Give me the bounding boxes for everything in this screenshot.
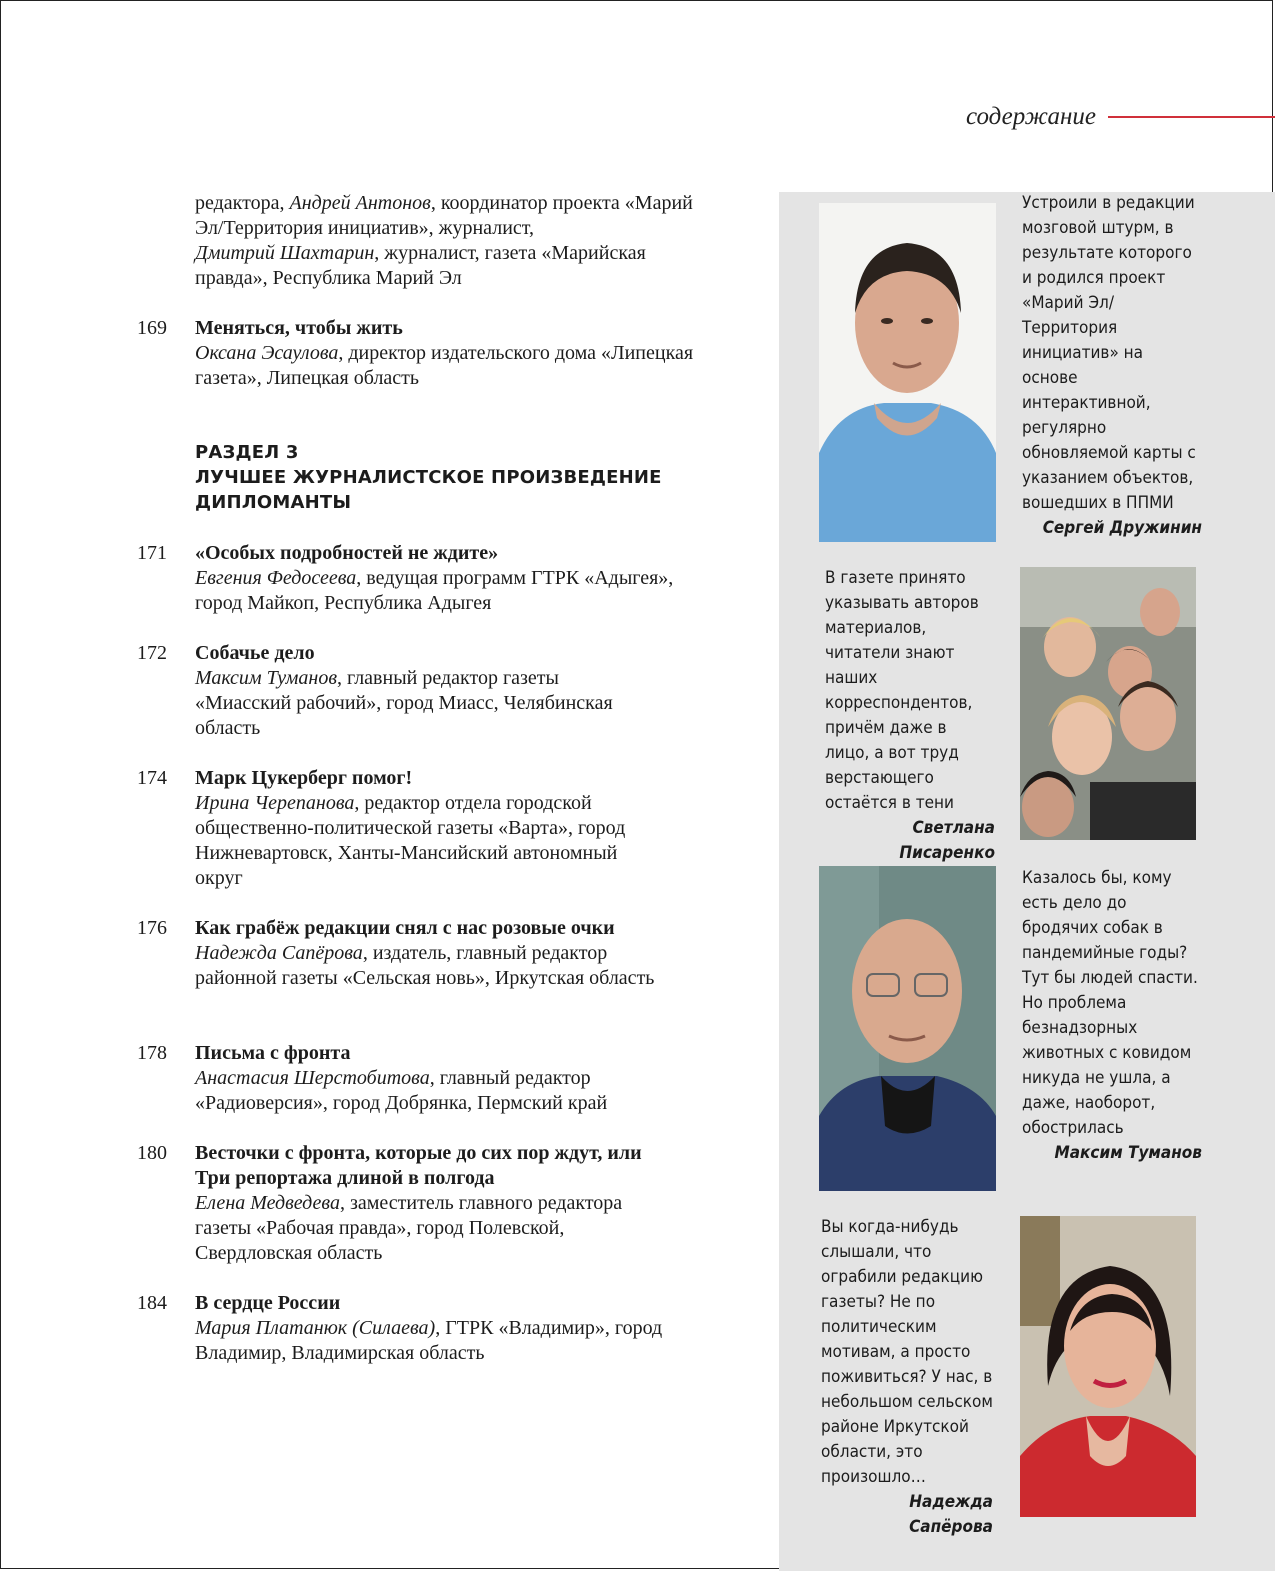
toc-entry[interactable] xyxy=(137,1141,697,1266)
quote-block xyxy=(821,1215,993,1540)
continuation-text: редактора, xyxy=(195,192,290,214)
header-rule xyxy=(1108,116,1275,118)
page-number: 184 xyxy=(137,1292,167,1314)
quote-text: Устроили в редакции мозговой штурм, в результате которого и родился проект «Марий Эл/Территория инициатив» на основе интерактивной, регулярно обновляемой карты с указанием объектов, вошедших в ППМИ xyxy=(1022,193,1196,513)
section-title: ЛУЧШЕЕ ЖУРНАЛИСТСКОЕ ПРОИЗВЕДЕНИЕ xyxy=(195,467,662,488)
author-name: Мария Платанюк (Силаева) xyxy=(195,1317,436,1339)
toc-entry[interactable] xyxy=(137,1041,697,1116)
portrait-photo-saperova xyxy=(1020,1216,1196,1517)
author-description: , заместитель главного редактора газеты «Рабочая правда», город Полевской, Свердловская область xyxy=(195,1192,623,1264)
quote-signature: Максим Туманов xyxy=(1054,1143,1202,1163)
quote-text: Вы когда-нибудь слышали, что ограбили редакцию газеты? Не по политическим мотивам, а просто поживиться? У нас, в небольшом сельском районе Иркутской области, это произошло… xyxy=(821,1217,993,1487)
toc-entry[interactable] xyxy=(137,766,697,891)
quote-signature: Сергей Дружинин xyxy=(1042,518,1202,538)
quote-block xyxy=(825,566,995,866)
toc-entry[interactable] xyxy=(137,1291,697,1366)
author-name: Оксана Эсаулова xyxy=(195,342,339,364)
entry-title: Как грабёж редакции снял с нас розовые очки xyxy=(195,917,615,939)
toc-continuation xyxy=(137,191,697,291)
quote-signature: Надежда Сапёрова xyxy=(909,1492,993,1537)
author-name: Дмитрий Шахтарин xyxy=(195,242,375,264)
entry-title: Марк Цукерберг помог! xyxy=(195,767,413,789)
section-subtitle: ДИПЛОМАНТЫ xyxy=(195,492,352,513)
portrait-photo-druzhinin xyxy=(819,203,996,542)
author-description: , директор издательского дома «Липецкая газета», Липецкая область xyxy=(195,342,694,389)
continuation-text: , журналист, газета «Марийская правда», Республика Марий Эл xyxy=(195,242,646,289)
quote-block xyxy=(1022,191,1202,541)
entry-title: Меняться, чтобы жить xyxy=(195,317,403,339)
quote-text: В газете принято указывать авторов материалов, читатели знают наших корреспондентов, причём даже в лицо, а вот труд верстающего остаётся в тени xyxy=(825,568,979,813)
author-name: Анастасия Шерстобитова xyxy=(195,1067,430,1089)
portrait-photo-tumanov xyxy=(819,866,996,1191)
toc-entry[interactable] xyxy=(137,541,697,616)
author-name: Максим Туманов xyxy=(195,667,338,689)
group-selfie-photo xyxy=(1020,567,1196,840)
author-name: Надежда Сапёрова xyxy=(195,942,363,964)
page-number: 171 xyxy=(137,542,167,564)
author-description: , редактор отдела городской общественно-политической газеты «Варта», город Нижневартовск, Ханты-Мансийский автономный округ xyxy=(195,792,626,889)
author-name: Андрей Антонов xyxy=(289,192,431,214)
page-number: 176 xyxy=(137,917,167,939)
author-description: , ГТРК «Владимир», город Владимир, Владимирская область xyxy=(195,1317,663,1364)
page-number: 169 xyxy=(137,317,167,339)
author-description: , издатель, главный редактор районной газеты «Сельская новь», Иркутская область xyxy=(195,942,655,989)
author-name: Ирина Черепанова xyxy=(195,792,355,814)
toc-entry[interactable] xyxy=(137,916,697,991)
page-number: 178 xyxy=(137,1042,167,1064)
entry-title: «Особых подробностей не ждите» xyxy=(195,542,499,564)
author-name: Евгения Федосеева xyxy=(195,567,357,589)
entry-title: Письма с фронта xyxy=(195,1042,351,1064)
author-description: , ведущая программ ГТРК «Адыгея», город Майкоп, Республика Адыгея xyxy=(195,567,674,614)
author-description: , главный редактор газеты «Миасский рабочий», город Миасс, Челябинская область xyxy=(195,667,613,739)
toc-entry[interactable] xyxy=(137,316,697,391)
entry-title: Собачье дело xyxy=(195,642,315,664)
section-header: содержание xyxy=(966,103,1096,130)
section-number: РАЗДЕЛ 3 xyxy=(195,442,299,463)
section-heading xyxy=(195,440,675,515)
quote-signature: Светлана Писаренко xyxy=(899,818,995,863)
toc-entry[interactable] xyxy=(137,641,697,741)
author-name: Елена Медведева xyxy=(195,1192,340,1214)
quote-text: Но проблема безнадзорных животных с ковидом никуда не ушла, а даже, наоборот, обострилась xyxy=(1022,993,1192,1138)
page-number: 180 xyxy=(137,1142,167,1164)
quote-text: Казалось бы, кому есть дело до бродячих собак в пандемийные годы? Тут бы людей спасти. xyxy=(1022,868,1198,988)
entry-title: Весточки с фронта, которые до сих пор ждут, или Три репортажа длиной в полгода xyxy=(195,1142,642,1189)
quote-block xyxy=(1022,866,1202,1166)
page-number: 172 xyxy=(137,642,167,664)
continuation-text: , координатор проекта «Марий Эл/Территория инициатив», журналист, xyxy=(195,192,693,239)
entry-title: В сердце России xyxy=(195,1292,341,1314)
page-number: 174 xyxy=(137,767,167,789)
author-description: , главный редактор «Радиоверсия», город Добрянка, Пермский край xyxy=(195,1067,608,1114)
